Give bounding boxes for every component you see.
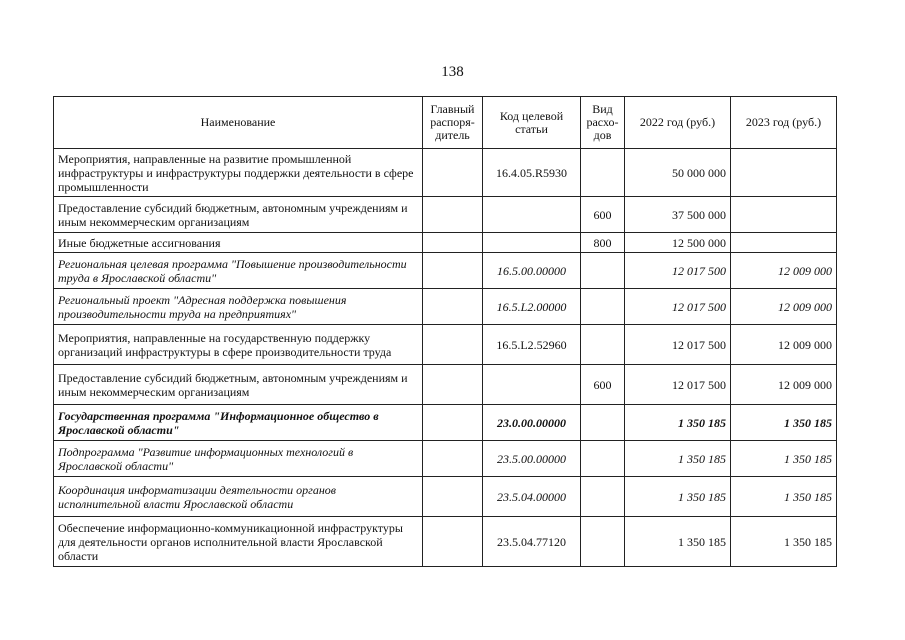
cell-manager [423,253,483,289]
cell-manager [423,477,483,517]
table-row [54,365,837,405]
cell-2023: 1 350 185 [731,405,837,441]
cell-2022: 1 350 185 [625,477,731,517]
cell-type [581,405,625,441]
header-name: Наименование [54,97,423,149]
header-manager: Главный распоря-дитель [423,97,483,149]
cell-manager [423,405,483,441]
cell-type [581,253,625,289]
cell-name: Координация информатизации деятельности органов исполнительной власти Ярославской области [54,477,423,517]
cell-code [483,197,581,233]
cell-2023: 12 009 000 [731,289,837,325]
cell-2023: 12 009 000 [731,253,837,289]
cell-code: 23.5.04.00000 [483,477,581,517]
cell-2022: 1 350 185 [625,405,731,441]
cell-code: 23.5.00.00000 [483,441,581,477]
header-2023: 2023 год (руб.) [731,97,837,149]
cell-2023: 1 350 185 [731,477,837,517]
cell-2022: 50 000 000 [625,149,731,197]
cell-name: Подпрограмма "Развитие информационных технологий в Ярославской области" [54,441,423,477]
table-body [54,149,837,567]
cell-2023 [731,233,837,253]
table-row [54,149,837,197]
cell-2023: 1 350 185 [731,517,837,567]
table-header-row [54,97,837,149]
table-row [54,477,837,517]
cell-type: 600 [581,197,625,233]
cell-manager [423,365,483,405]
cell-code: 23.0.00.00000 [483,405,581,441]
cell-manager [423,325,483,365]
header-type: Вид расхо-дов [581,97,625,149]
cell-2023 [731,149,837,197]
cell-2023: 12 009 000 [731,325,837,365]
cell-name: Иные бюджетные ассигнования [54,233,423,253]
cell-2022: 12 500 000 [625,233,731,253]
table-row [54,197,837,233]
cell-manager [423,233,483,253]
cell-manager [423,289,483,325]
table-row [54,441,837,477]
cell-type [581,325,625,365]
cell-name: Региональный проект "Адресная поддержка повышения производительности труда на предприятиях" [54,289,423,325]
cell-manager [423,441,483,477]
cell-manager [423,149,483,197]
cell-name: Мероприятия, направленные на развитие промышленной инфраструктуры и инфраструктуры поддержки деятельности в сфере промышленности [54,149,423,197]
cell-2023 [731,197,837,233]
cell-name: Мероприятия, направленные на государственную поддержку организаций инфраструктуры в сфере производительности труда [54,325,423,365]
cell-name: Предоставление субсидий бюджетным, автономным учреждениям и иным некоммерческим организациям [54,197,423,233]
cell-2022: 12 017 500 [625,365,731,405]
cell-code: 16.5.L2.52960 [483,325,581,365]
cell-2022: 37 500 000 [625,197,731,233]
cell-type [581,149,625,197]
cell-2022: 12 017 500 [625,289,731,325]
cell-type [581,441,625,477]
table-row [54,405,837,441]
cell-code: 16.4.05.R5930 [483,149,581,197]
cell-code [483,365,581,405]
cell-name: Региональная целевая программа "Повышение производительности труда в Ярославской области" [54,253,423,289]
cell-name: Государственная программа "Информационное общество в Ярославской области" [54,405,423,441]
page-number: 138 [441,64,464,80]
budget-table [53,96,837,567]
header-2022: 2022 год (руб.) [625,97,731,149]
cell-2023: 12 009 000 [731,365,837,405]
table-row [54,517,837,567]
cell-type: 800 [581,233,625,253]
cell-2022: 12 017 500 [625,253,731,289]
cell-code: 16.5.00.00000 [483,253,581,289]
cell-code: 16.5.L2.00000 [483,289,581,325]
table-row [54,233,837,253]
cell-2022: 1 350 185 [625,517,731,567]
cell-type [581,517,625,567]
cell-type: 600 [581,365,625,405]
cell-name: Обеспечение информационно-коммуникационной инфраструктуры для деятельности органов исполнительной власти Ярославской области [54,517,423,567]
cell-manager [423,197,483,233]
cell-type [581,289,625,325]
cell-2023: 1 350 185 [731,441,837,477]
cell-code [483,233,581,253]
table-row [54,325,837,365]
cell-2022: 1 350 185 [625,441,731,477]
cell-type [581,477,625,517]
table-row [54,253,837,289]
cell-code: 23.5.04.77120 [483,517,581,567]
cell-manager [423,517,483,567]
cell-2022: 12 017 500 [625,325,731,365]
table-row [54,289,837,325]
cell-name: Предоставление субсидий бюджетным, автономным учреждениям и иным некоммерческим организациям [54,365,423,405]
header-code: Код целевой статьи [483,97,581,149]
